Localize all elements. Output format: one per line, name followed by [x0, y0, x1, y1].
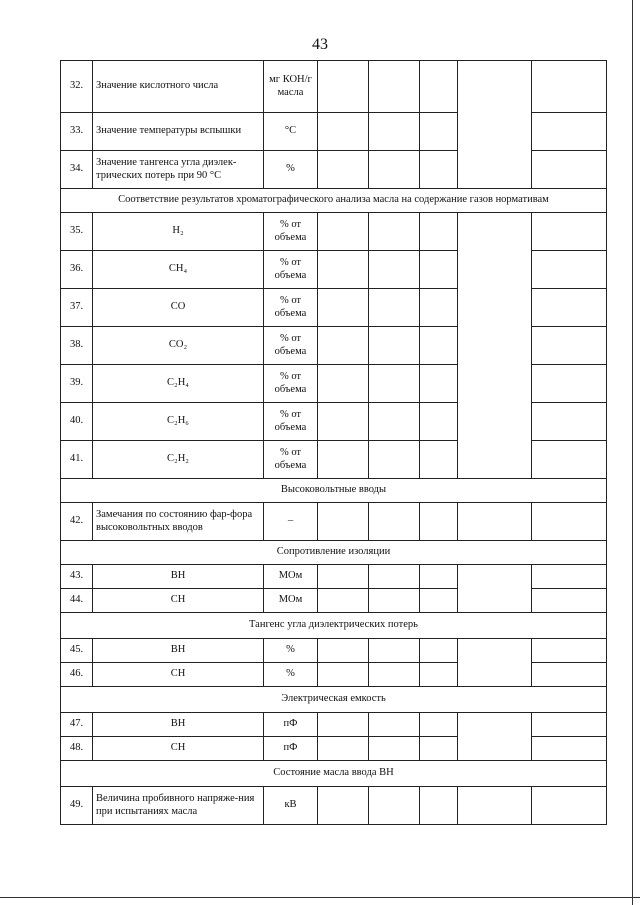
value-cell — [369, 327, 420, 365]
parameter-name: ВН — [93, 639, 264, 663]
parameter-name: CO₂ — [93, 327, 264, 365]
unit-cell: % — [264, 663, 318, 687]
value-cell — [369, 713, 420, 737]
section-heading: Тангенс угла диэлектрических потерь — [61, 613, 607, 639]
value-cell — [420, 787, 458, 825]
value-cell — [318, 365, 369, 403]
unit-cell: % от объема — [264, 365, 318, 403]
row-number: 34. — [61, 151, 93, 189]
row-number: 36. — [61, 251, 93, 289]
row-number: 38. — [61, 327, 93, 365]
value-cell — [420, 251, 458, 289]
unit-cell: МОм — [264, 565, 318, 589]
parameter-name: ВН — [93, 565, 264, 589]
parameter-name: CO — [93, 289, 264, 327]
value-cell — [532, 639, 607, 663]
value-cell — [369, 289, 420, 327]
parameter-name: Значение тангенса угла диэлек-трических потерь при 90 °С — [93, 151, 264, 189]
page-edge-right — [632, 0, 633, 905]
merged-cell — [458, 639, 532, 687]
parameter-name: CH₄ — [93, 251, 264, 289]
value-cell — [318, 61, 369, 113]
section-row — [61, 541, 607, 565]
table-row — [61, 787, 607, 825]
value-cell — [420, 639, 458, 663]
value-cell — [369, 663, 420, 687]
value-cell — [532, 213, 607, 251]
unit-cell: пФ — [264, 713, 318, 737]
value-cell — [318, 289, 369, 327]
parameter-name: C₂H₆ — [93, 403, 264, 441]
parameter-name: Величина пробивного напряже-ния при испытаниях масла — [93, 787, 264, 825]
value-cell — [318, 639, 369, 663]
value-cell — [532, 61, 607, 113]
unit-cell: кВ — [264, 787, 318, 825]
page-edge-bottom — [0, 897, 640, 898]
table-row — [61, 713, 607, 737]
row-number: 42. — [61, 503, 93, 541]
parameter-name: ВН — [93, 713, 264, 737]
row-number: 40. — [61, 403, 93, 441]
merged-cell — [458, 503, 532, 541]
section-row — [61, 479, 607, 503]
value-cell — [369, 113, 420, 151]
value-cell — [318, 213, 369, 251]
value-cell — [532, 713, 607, 737]
section-heading: Состояние масла ввода ВН — [61, 761, 607, 787]
value-cell — [420, 151, 458, 189]
row-number: 37. — [61, 289, 93, 327]
value-cell — [369, 403, 420, 441]
value-cell — [318, 503, 369, 541]
unit-cell: % от объема — [264, 327, 318, 365]
value-cell — [420, 503, 458, 541]
value-cell — [369, 787, 420, 825]
unit-cell: % от объема — [264, 213, 318, 251]
merged-cell — [458, 713, 532, 761]
value-cell — [420, 365, 458, 403]
row-number: 35. — [61, 213, 93, 251]
value-cell — [532, 565, 607, 589]
table-row — [61, 213, 607, 251]
value-cell — [532, 289, 607, 327]
unit-cell: % от объема — [264, 251, 318, 289]
value-cell — [369, 365, 420, 403]
value-cell — [318, 589, 369, 613]
unit-cell: – — [264, 503, 318, 541]
parameter-name: СН — [93, 737, 264, 761]
value-cell — [420, 737, 458, 761]
section-heading: Высоковольтные вводы — [61, 479, 607, 503]
row-number: 49. — [61, 787, 93, 825]
unit-cell: % от объема — [264, 403, 318, 441]
parameter-name: Значение температуры вспышки — [93, 113, 264, 151]
value-cell — [420, 441, 458, 479]
section-row — [61, 687, 607, 713]
value-cell — [532, 589, 607, 613]
unit-cell: % от объема — [264, 289, 318, 327]
parameter-name: C₂H₂ — [93, 441, 264, 479]
value-cell — [318, 737, 369, 761]
value-cell — [532, 737, 607, 761]
value-cell — [420, 565, 458, 589]
value-cell — [369, 503, 420, 541]
row-number: 44. — [61, 589, 93, 613]
unit-cell: МОм — [264, 589, 318, 613]
row-number: 47. — [61, 713, 93, 737]
merged-cell — [458, 787, 532, 825]
value-cell — [420, 713, 458, 737]
value-cell — [420, 213, 458, 251]
value-cell — [532, 113, 607, 151]
table-row — [61, 61, 607, 113]
value-cell — [420, 113, 458, 151]
parameter-name: Значение кислотного числа — [93, 61, 264, 113]
value-cell — [532, 151, 607, 189]
value-cell — [318, 151, 369, 189]
row-number: 45. — [61, 639, 93, 663]
unit-cell: % — [264, 639, 318, 663]
section-heading: Соответствие результатов хроматографического анализа масла на содержание газов нормативам — [61, 189, 607, 213]
merged-cell — [458, 565, 532, 613]
value-cell — [318, 441, 369, 479]
parameter-name: СН — [93, 663, 264, 687]
value-cell — [420, 289, 458, 327]
table-row — [61, 503, 607, 541]
value-cell — [532, 251, 607, 289]
value-cell — [532, 663, 607, 687]
value-cell — [369, 441, 420, 479]
row-number: 32. — [61, 61, 93, 113]
value-cell — [420, 61, 458, 113]
page-number: 43 — [312, 36, 328, 53]
unit-cell: °С — [264, 113, 318, 151]
value-cell — [318, 565, 369, 589]
parameter-name: Замечания по состоянию фар-фора высоковольтных вводов — [93, 503, 264, 541]
value-cell — [318, 713, 369, 737]
value-cell — [369, 639, 420, 663]
value-cell — [318, 787, 369, 825]
section-row — [61, 189, 607, 213]
parameter-name: H₂ — [93, 213, 264, 251]
row-number: 46. — [61, 663, 93, 687]
row-number: 41. — [61, 441, 93, 479]
section-row — [61, 613, 607, 639]
value-cell — [532, 327, 607, 365]
value-cell — [318, 663, 369, 687]
value-cell — [369, 589, 420, 613]
parameter-name: СН — [93, 589, 264, 613]
section-heading: Электрическая емкость — [61, 687, 607, 713]
parameter-name: C₂H₄ — [93, 365, 264, 403]
table-row — [61, 639, 607, 663]
section-heading: Сопротивление изоляции — [61, 541, 607, 565]
table-row — [61, 565, 607, 589]
value-cell — [369, 251, 420, 289]
value-cell — [532, 503, 607, 541]
value-cell — [420, 327, 458, 365]
value-cell — [532, 441, 607, 479]
value-cell — [369, 213, 420, 251]
value-cell — [369, 737, 420, 761]
value-cell — [532, 365, 607, 403]
test-results-table — [60, 60, 607, 825]
value-cell — [318, 113, 369, 151]
row-number: 39. — [61, 365, 93, 403]
unit-cell: пФ — [264, 737, 318, 761]
value-cell — [420, 589, 458, 613]
section-row — [61, 761, 607, 787]
value-cell — [369, 565, 420, 589]
row-number: 33. — [61, 113, 93, 151]
value-cell — [532, 403, 607, 441]
row-number: 43. — [61, 565, 93, 589]
value-cell — [420, 663, 458, 687]
value-cell — [318, 251, 369, 289]
value-cell — [420, 403, 458, 441]
unit-cell: % от объема — [264, 441, 318, 479]
merged-cell — [458, 61, 532, 189]
value-cell — [318, 403, 369, 441]
value-cell — [369, 61, 420, 113]
value-cell — [532, 787, 607, 825]
row-number: 48. — [61, 737, 93, 761]
merged-cell — [458, 213, 532, 479]
unit-cell: мг КОН/г масла — [264, 61, 318, 113]
unit-cell: % — [264, 151, 318, 189]
value-cell — [369, 151, 420, 189]
value-cell — [318, 327, 369, 365]
